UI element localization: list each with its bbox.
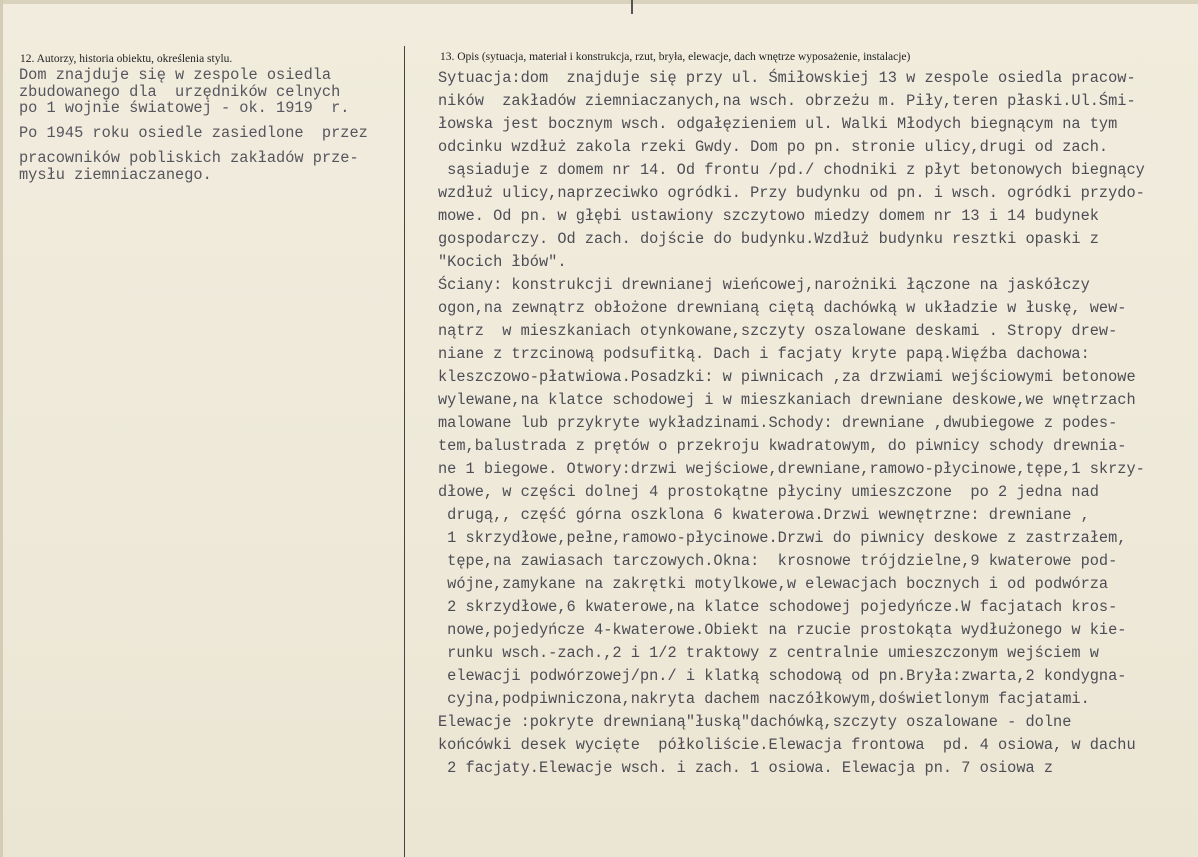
text-line: gospodarczy. Od zach. dojście do budynku.Wzdłuż budynku resztki opaski z <box>438 230 1099 248</box>
text-line: 1 skrzydłowe,pełne,ramowo-płycinowe.Drzwi do piwnicy deskowe z zastrzałem, <box>438 529 1127 547</box>
text-line: wójne,zamykane na zakrętki motylkowe,w elewacjach bocznych i od podwórza <box>438 575 1109 593</box>
text-line: "Kocich łbów". <box>438 253 567 271</box>
section-13-label: 13. Opis (sytuacja, materiał i konstrukcja, rzut, bryła, elewacje, dach wnętrze wyposażenie, instalacje) <box>440 51 911 63</box>
text-line: sąsiaduje z domem nr 14. Od frontu /pd./ chodniki z płyt betonowych biegnący <box>438 161 1145 179</box>
text-line: nowe,pojedyńcze 4-kwaterowe.Obiekt na rzucie prostokąta wydłużonego w kie- <box>438 621 1127 639</box>
text-line: malowane lub przykryte wykładzinami.Schody: drewniane ,dwubiegowe z podes- <box>438 414 1118 432</box>
text-line: Dom znajduje się w zespole osiedla <box>19 66 332 84</box>
text-line: ne 1 biegowe. Otwory:drzwi wejściowe,drewniane,ramowo-płycinowe,tępe,1 skrzy- <box>438 460 1145 478</box>
text-line: runku wsch.-zach.,2 i 1/2 traktowy z centralnie umieszczonym wejściem w <box>438 644 1099 662</box>
text-line: Elewacje :pokryte drewnianą"łuską"dachówką,szczyty oszalowane - dolne <box>438 713 1072 731</box>
text-line: 2 skrzydłowe,6 kwaterowe,na klatce schodowej pojedyńcze.W facjatach kros- <box>438 598 1118 616</box>
card-top-edge <box>0 0 1198 4</box>
text-line: cyjna,podpiwniczona,nakryta dachem naczółkowym,doświetlonym facjatami. <box>438 690 1090 708</box>
text-line: pracowników pobliskich zakładów prze- <box>19 149 359 167</box>
text-line: zbudowanego dla urzędników celnych <box>19 82 341 101</box>
section-13-text <box>438 67 1198 780</box>
fold-mark <box>631 0 633 14</box>
column-divider <box>404 46 405 857</box>
text-line: mysłu ziemniaczanego. <box>19 165 212 184</box>
text-line: wzdłuż ulicy,naprzeciwko ogródki. Przy budynku od pn. i wsch. ogródki przydo- <box>438 184 1145 202</box>
section-12-label: 12. Autorzy, historia obiektu, określenia stylu. <box>20 53 233 65</box>
text-line: Ściany: konstrukcji drewnianej wieńcowej,narożniki łączone na jaskółczy <box>438 276 1090 294</box>
text-line: drugą,, część górna oszklona 6 kwaterowa.Drzwi wewnętrzne: drewniane , <box>438 506 1090 524</box>
text-line: Po 1945 roku osiedle zasiedlone przez <box>19 124 368 142</box>
text-line: ników zakładów ziemniaczanych,na wsch. obrzeżu m. Piły,teren płaski.Ul.Śmi- <box>438 92 1136 110</box>
text-line: 2 facjaty.Elewacje wsch. i zach. 1 osiowa. Elewacja pn. 7 osiowa z <box>438 759 1054 777</box>
text-line: Sytuacja:dom znajduje się przy ul. Śmiłowskiej 13 w zespole osiedla pracow- <box>438 69 1136 87</box>
text-line: wylewane,na klatce schodowej i w mieszkaniach drewniane deskowe,we wnętrzach <box>438 391 1136 409</box>
section-12-text <box>19 67 399 183</box>
text-line: mowe. Od pn. w głębi ustawiony szczytowo miedzy domem nr 13 i 14 budynek <box>438 207 1099 225</box>
text-line: nątrz w mieszkaniach otynkowane,szczyty oszalowane deskami . Stropy drew- <box>438 322 1118 340</box>
text-line: po 1 wojnie światowej - ok. 1919 r. <box>19 99 350 117</box>
text-line: ogon,na zewnątrz obłożone drewnianą ciętą dachówką w układzie w łuskę, wew- <box>438 299 1127 317</box>
card-left-edge <box>0 0 3 857</box>
text-line: końcówki desek wycięte półkoliście.Elewacja frontowa pd. 4 osiowa, w dachu <box>438 736 1136 754</box>
text-line: tem,balustrada z prętów o przekroju kwadratowym, do piwnicy schody drewnia- <box>438 437 1127 455</box>
text-line: kleszczowo-płatwiowa.Posadzki: w piwnicach ,za drzwiami wejściowymi betonowe <box>438 368 1136 386</box>
text-line: łowska jest bocznym wsch. odgałęzieniem ul. Walki Młodych biegnącym na tym <box>438 115 1118 133</box>
text-line: dłowe, w części dolnej 4 prostokątne płyciny umieszczone po 2 jedna nad <box>438 483 1099 501</box>
text-line: tępe,na zawiasach tarczowych.Okna: krosnowe trójdzielne,9 kwaterowe pod- <box>438 552 1118 570</box>
text-line: niane z trzcinową podsufitką. Dach i facjaty kryte papą.Więźba dachowa: <box>438 345 1090 363</box>
text-line: odcinku wzdłuż zakola rzeki Gwdy. Dom po pn. stronie ulicy,drugi od zach. <box>438 138 1109 156</box>
text-line: elewacji podwórzowej/pn./ i klatką schodową od pn.Bryła:zwarta,2 kondygna- <box>438 667 1127 685</box>
